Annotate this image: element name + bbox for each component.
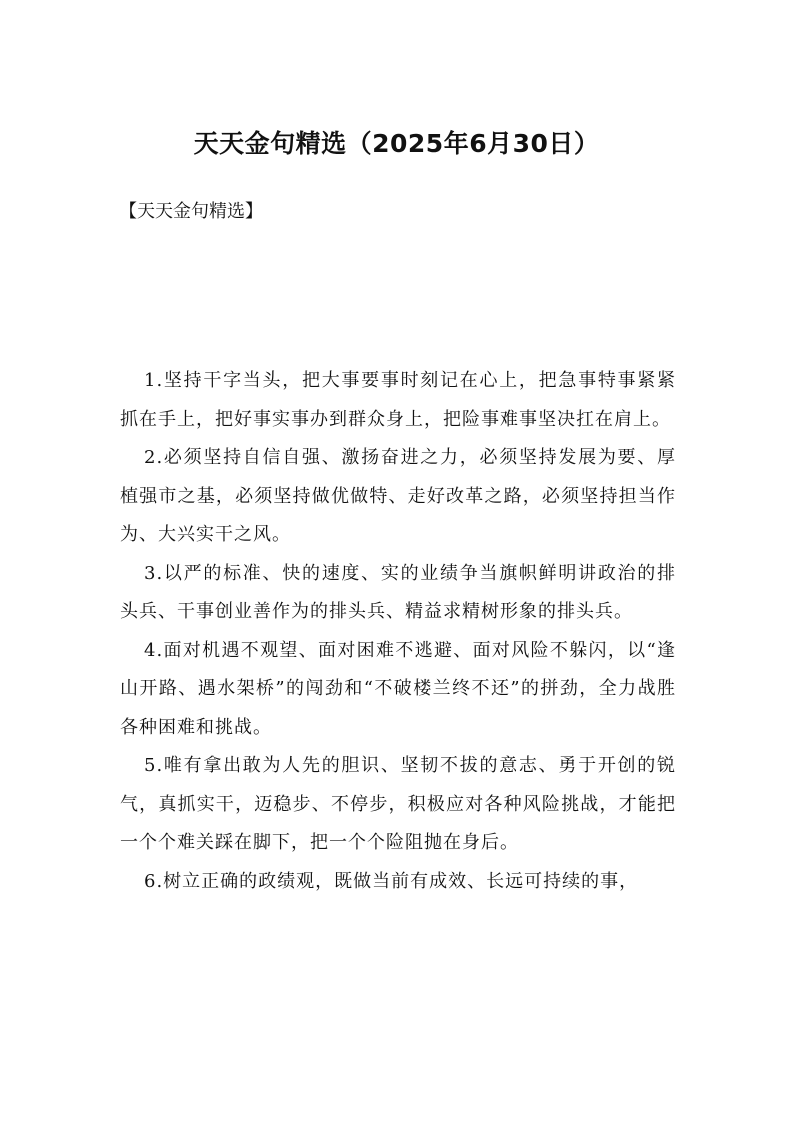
paragraph-5: 5.唯有拿出敢为人先的胆识、坚韧不拔的意志、勇于开创的锐气，真抓实干，迈稳步、不停步，积极应对各种风险挑战，才能把一个个难关踩在脚下，把一个个险阻抛在身后。	[120, 755, 676, 853]
paragraph-6: 6.树立正确的政绩观，既做当前有成效、长远可持续的事，	[144, 870, 639, 892]
paragraph-1: 1.坚持干字当头，把大事要事时刻记在心上，把急事特事紧紧抓在手上，把好事实事办到群众身上，把险事难事坚决扛在肩上。	[120, 370, 676, 430]
document-body	[120, 362, 676, 901]
paragraph-2: 2.必须坚持自信自强、激扬奋进之力，必须坚持发展为要、厚植强市之基，必须坚持做优做特、走好改革之路，必须坚持担当作为、大兴实干之风。	[120, 447, 676, 545]
paragraph-3: 3.以严的标准、快的速度、实的业绩争当旗帜鲜明讲政治的排头兵、干事创业善作为的排头兵、精益求精树形象的排头兵。	[120, 562, 676, 622]
document-title: 天天金句精选（2025年6月30日）	[193, 129, 600, 158]
paragraph-4: 4.面对机遇不观望、面对困难不逃避、面对风险不躲闪，以“逢山开路、遇水架桥”的闯劲和“不破楼兰终不还”的拼劲，全力战胜各种困难和挑战。	[120, 639, 676, 738]
section-label: 【天天金句精选】	[119, 201, 263, 222]
